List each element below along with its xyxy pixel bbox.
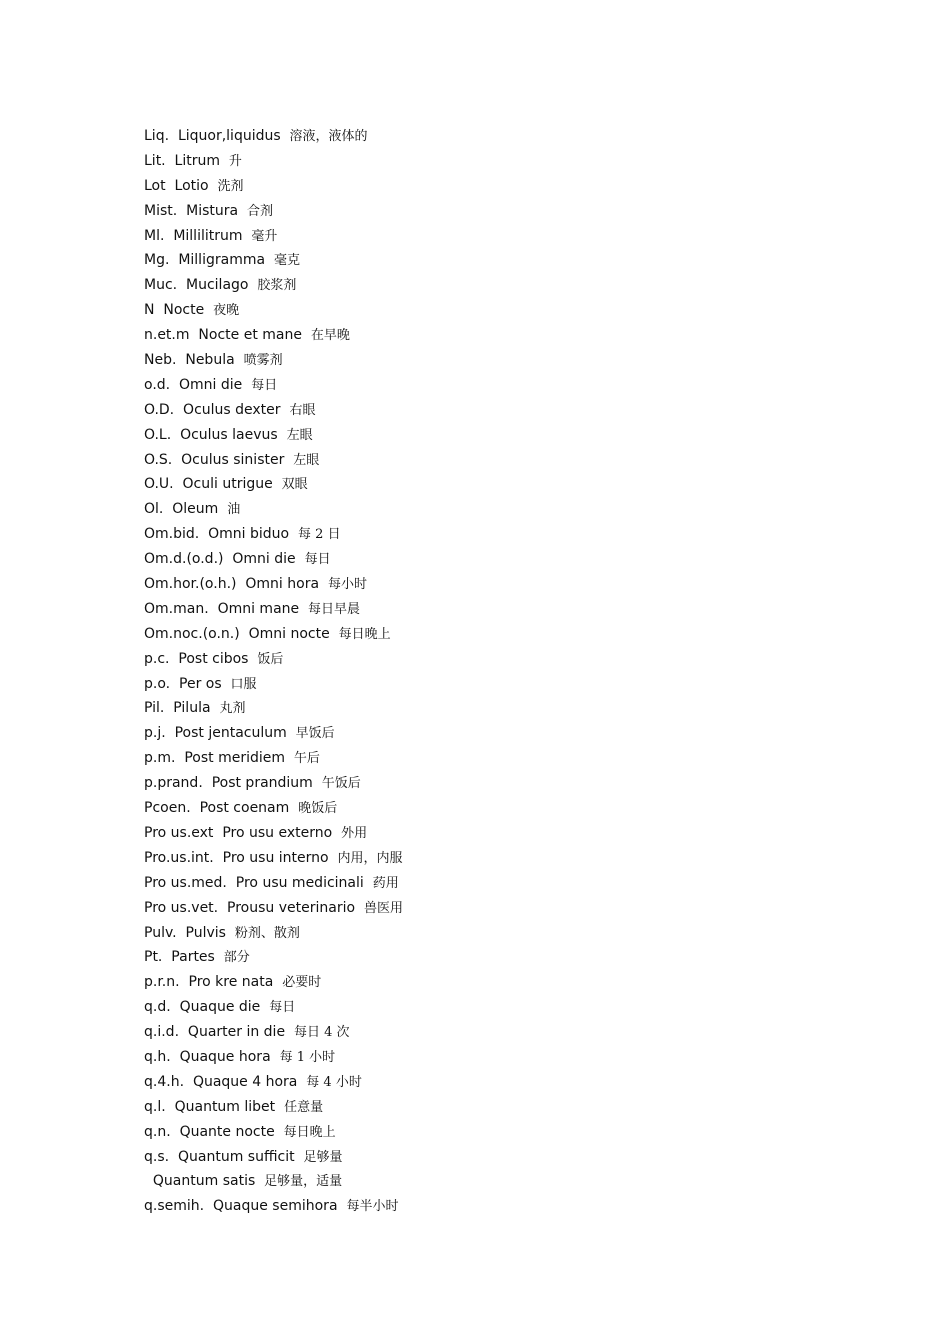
abbreviation: O.D. [144,401,175,418]
list-item [144,323,403,348]
chinese-meaning: 胶浆剂 [257,278,297,294]
list-item [144,199,403,224]
list-item [144,1169,403,1194]
chinese-meaning: 每 4 小时 [306,1074,362,1090]
list-item [144,174,403,199]
abbreviation: O.L. [144,426,172,443]
abbreviation: Muc. [144,277,178,294]
chinese-meaning: 在早晚 [310,328,350,344]
abbreviation: Pulv. [144,924,177,941]
chinese-meaning: 任意量 [284,1099,324,1115]
list-item [144,149,403,174]
list-item [144,945,403,970]
latin-term: Post coenam [199,800,290,817]
latin-term: Millilitrum [173,227,243,244]
list-item [144,796,403,821]
list-item [144,348,403,373]
latin-term: Quaque 4 hora [192,1073,298,1090]
latin-term: Omni die [232,551,296,568]
list-item [144,672,403,697]
latin-term: Nebula [185,352,235,369]
latin-term: Nocte [163,302,205,319]
abbreviation-list [144,124,403,1219]
chinese-meaning: 午后 [293,751,320,767]
latin-term: Post jentaculum [174,725,287,742]
list-item [144,1070,403,1095]
list-item [144,1045,403,1070]
chinese-meaning: 毫升 [251,228,278,244]
chinese-meaning: 每日晚上 [283,1124,336,1140]
abbreviation: O.U. [144,476,174,493]
latin-term: Oculus dexter [183,401,281,418]
list-item [144,597,403,622]
latin-term: Prousu veterinario [227,899,356,916]
abbreviation: Ol. [144,501,164,518]
chinese-meaning: 右眼 [289,402,316,418]
abbreviation: Om.d.(o.d.) [144,551,224,568]
list-item [144,746,403,771]
chinese-meaning: 部分 [223,950,250,966]
abbreviation: Liq. [144,128,170,144]
chinese-meaning: 晚饭后 [298,801,338,817]
list-item [144,647,403,672]
list-item [144,921,403,946]
latin-term: Litrum [174,152,220,169]
chinese-meaning: 内用，内服 [337,850,403,866]
abbreviation: Pro us.vet. [144,899,219,916]
latin-term: Pro usu medicinali [235,874,364,891]
chinese-meaning: 口服 [230,676,257,692]
chinese-meaning: 外用 [341,825,368,841]
chinese-meaning: 每日 [304,552,331,568]
abbreviation: Pro.us.int. [144,849,214,866]
chinese-meaning: 兽医用 [363,900,403,916]
list-item [144,448,403,473]
latin-term: Milligramma [178,252,266,269]
abbreviation: Lot [144,177,166,194]
chinese-meaning: 溶液，液体的 [289,129,368,144]
chinese-meaning: 左眼 [293,452,320,468]
abbreviation: p.o. [144,675,171,692]
abbreviation: p.j. [144,725,166,742]
latin-term: Quaque semihora [213,1198,338,1215]
abbreviation: O.S. [144,451,173,468]
abbreviation: Mg. [144,252,170,269]
list-item [144,572,403,597]
chinese-meaning: 必要时 [282,975,322,991]
latin-term: Quantum libet [174,1098,276,1115]
latin-term: Partes [171,949,215,966]
list-item [144,696,403,721]
list-item [144,423,403,448]
latin-term: Omni biduo [208,526,290,543]
chinese-meaning: 午饭后 [321,776,361,792]
list-item [144,398,403,423]
latin-term: Post cibos [178,650,249,667]
abbreviation: Pro us.med. [144,874,227,891]
chinese-meaning: 合剂 [246,203,273,219]
latin-term: Mistura [186,202,239,219]
chinese-meaning: 双眼 [281,477,308,493]
abbreviation: Pt. [144,949,163,966]
abbreviation: Om.noc.(o.n.) [144,625,240,642]
latin-term: Oleum [172,501,219,518]
latin-term: Pro usu externo [222,824,333,841]
abbreviation: Om.hor.(o.h.) [144,576,237,593]
abbreviation: n.et.m [144,327,190,344]
list-item [144,871,403,896]
abbreviation: Lit. [144,152,166,169]
abbreviation: q.s. [144,1148,170,1165]
list-item [144,1120,403,1145]
abbreviation: Pil. [144,700,165,717]
latin-term: Omni hora [245,576,320,593]
abbreviation: q.n. [144,1123,171,1140]
latin-term: Quantum satis [152,1173,256,1190]
latin-term: Oculus sinister [181,451,285,468]
chinese-meaning: 左眼 [286,427,313,443]
list-item [144,224,403,249]
latin-term: Pilula [173,700,211,717]
chinese-meaning: 早饭后 [295,726,335,742]
abbreviation: p.prand. [144,775,203,792]
list-item [144,273,403,298]
abbreviation: q.h. [144,1048,171,1065]
chinese-meaning: 每日 [251,377,278,393]
latin-term: Mucilago [186,277,249,294]
latin-term: Post prandium [211,775,313,792]
chinese-meaning: 每日 4 次 [293,1025,350,1041]
list-item [144,1145,403,1170]
chinese-meaning: 丸剂 [219,701,246,717]
chinese-meaning: 药用 [372,875,399,891]
latin-term: Quante nocte [179,1123,275,1140]
abbreviation: p.m. [144,750,176,767]
list-item [144,124,403,149]
latin-term: Per os [179,675,222,692]
latin-term: Post meridiem [184,750,286,767]
latin-term: Oculi utrigue [182,476,273,493]
list-item [144,472,403,497]
list-item [144,821,403,846]
abbreviation: Om.bid. [144,526,200,543]
list-item [144,846,403,871]
latin-term: Omni die [179,376,243,393]
list-item [144,995,403,1020]
list-item [144,1095,403,1120]
abbreviation: o.d. [144,376,171,393]
abbreviation: q.4.h. [144,1073,185,1090]
chinese-meaning: 夜晚 [213,303,240,319]
chinese-meaning: 每 1 小时 [279,1049,336,1065]
list-item [144,896,403,921]
abbreviation: Om.man. [144,600,209,617]
chinese-meaning: 每日 [269,1000,296,1016]
latin-term: Liquor,liquidus [177,128,281,144]
abbreviation: Pcoen. [144,800,191,817]
list-item [144,970,403,995]
chinese-meaning: 足够量 [303,1149,343,1165]
list-item [144,547,403,572]
chinese-meaning: 洗剂 [217,178,244,194]
chinese-meaning: 每半小时 [346,1199,399,1215]
list-item [144,298,403,323]
abbreviation: Mist. [144,202,178,219]
latin-term: Quantum sufficit [178,1148,295,1165]
list-item [144,1194,403,1219]
latin-term: Quaque die [179,999,261,1016]
latin-term: Nocte et mane [198,327,302,344]
list-item [144,721,403,746]
chinese-meaning: 饭后 [257,651,284,667]
list-item [144,771,403,796]
latin-term: Quaque hora [179,1048,271,1065]
abbreviation: Neb. [144,352,177,369]
abbreviation: q.i.d. [144,1024,180,1041]
chinese-meaning: 喷雾剂 [243,353,283,369]
chinese-meaning: 每 2 日 [298,527,341,543]
abbreviation: Ml. [144,227,165,244]
list-item [144,1020,403,1045]
chinese-meaning: 毫克 [273,253,300,269]
abbreviation: p.r.n. [144,974,180,991]
latin-term: Omni mane [217,600,300,617]
abbreviation: p.c. [144,650,170,667]
abbreviation: q.d. [144,999,171,1016]
latin-term: Pro usu interno [222,849,329,866]
latin-term: Pulvis [185,924,226,941]
chinese-meaning: 油 [227,502,241,518]
abbreviation: Pro us.ext [144,824,214,841]
latin-term: Oculus laevus [180,426,278,443]
chinese-meaning: 每日早晨 [308,601,361,617]
chinese-meaning: 粉剂、散剂 [234,925,300,941]
list-item [144,373,403,398]
list-item [144,497,403,522]
list-item [144,248,403,273]
latin-term: Quarter in die [187,1024,286,1041]
chinese-meaning: 每小时 [327,577,367,593]
list-item [144,522,403,547]
latin-term: Omni nocte [248,625,330,642]
list-item [144,622,403,647]
latin-term: Pro kre nata [188,974,274,991]
chinese-meaning: 足够量，适量 [264,1174,343,1190]
latin-term: Lotio [174,177,209,194]
chinese-meaning: 每日晚上 [338,626,391,642]
abbreviation: q.l. [144,1098,166,1115]
chinese-meaning: 升 [228,153,242,169]
abbreviation: N [144,302,155,319]
abbreviation: q.semih. [144,1198,205,1215]
